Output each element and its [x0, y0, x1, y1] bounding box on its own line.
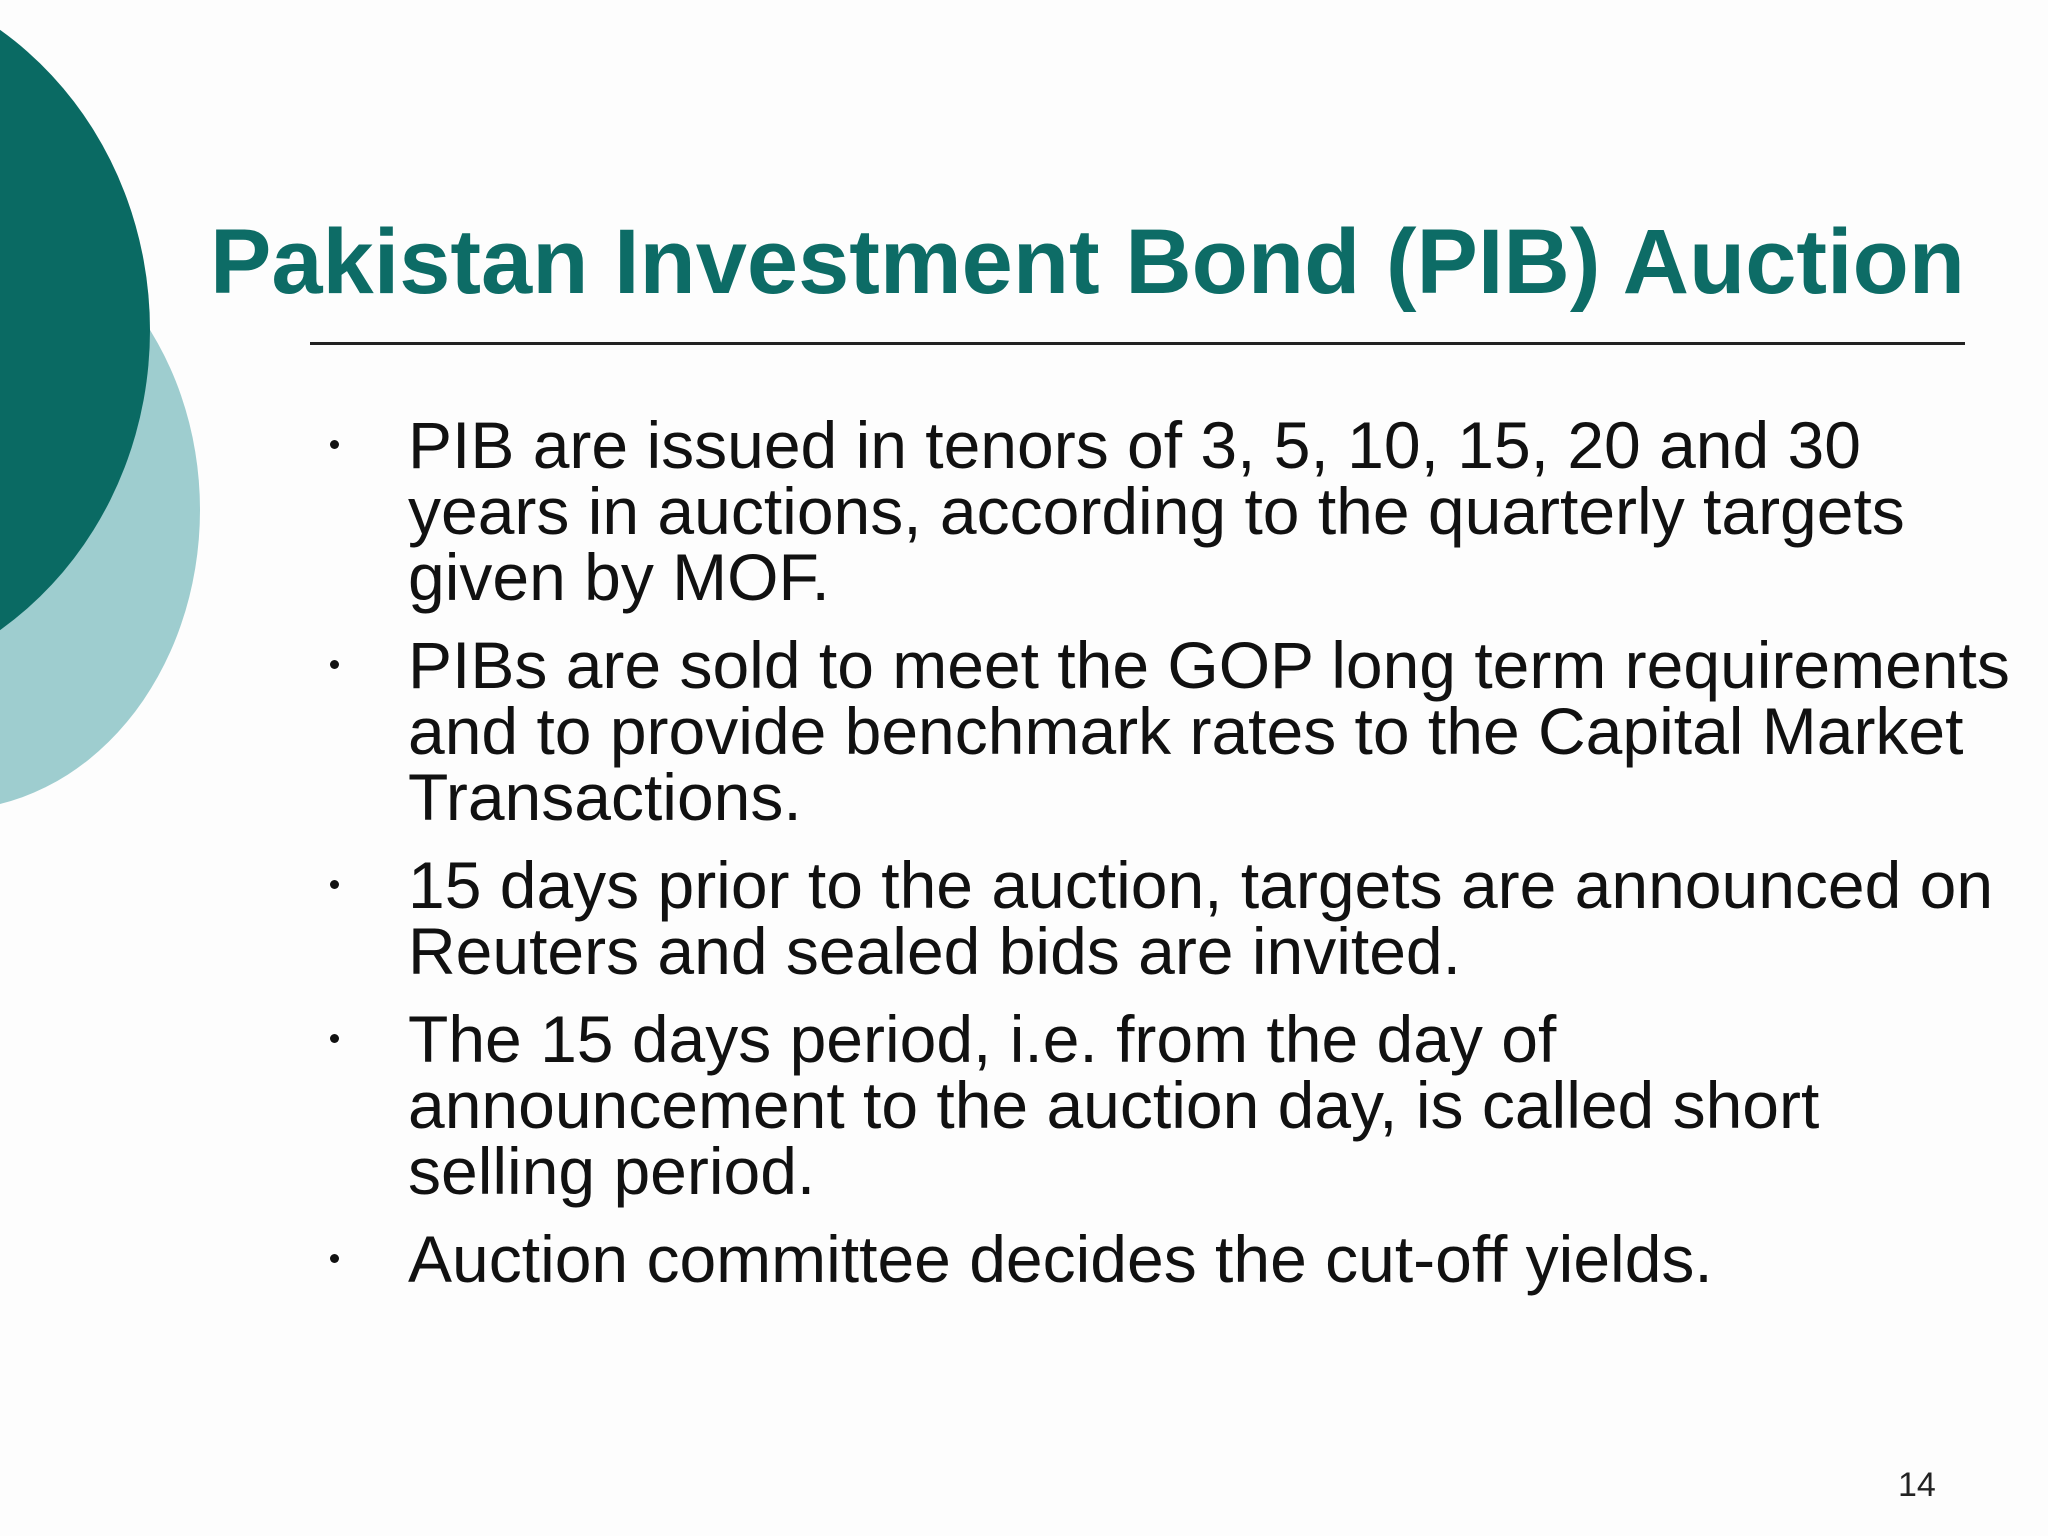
bullet-dot-icon [330, 880, 339, 889]
bullet-text-5: Auction committee decides the cut-off yields. [408, 1222, 1713, 1296]
bullet-dot-icon [330, 660, 339, 669]
bullet-text-2: PIBs are sold to meet the GOP long term requirements and to provide benchmark rates to the Capital Market Transactions. [408, 628, 2010, 834]
bullet-dot-icon [330, 1254, 339, 1263]
bullet-item-2 [330, 628, 2010, 834]
bullet-item-4 [330, 1002, 2010, 1208]
bullet-text-3: 15 days prior to the auction, targets are announced on Reuters and sealed bids are invited. [408, 848, 1994, 988]
bullet-text-1: PIB are issued in tenors of 3, 5, 10, 15, 20 and 30 years in auctions, according to the quarterly targets given by MOF. [408, 408, 1905, 614]
bullet-item-5 [330, 1222, 2010, 1296]
title-underline [310, 342, 1965, 345]
bullet-dot-icon [330, 440, 339, 449]
bullet-dot-icon [330, 1034, 339, 1043]
bullet-item-1 [330, 408, 2010, 614]
bullet-text-4: The 15 days period, i.e. from the day of announcement to the auction day, is called short selling period. [408, 1002, 1820, 1208]
slide-title: Pakistan Investment Bond (PIB) Auction [210, 211, 1966, 313]
bullet-item-3 [330, 848, 2010, 988]
bullet-list [330, 408, 2010, 1314]
page-number: 14 [1898, 1466, 1936, 1504]
